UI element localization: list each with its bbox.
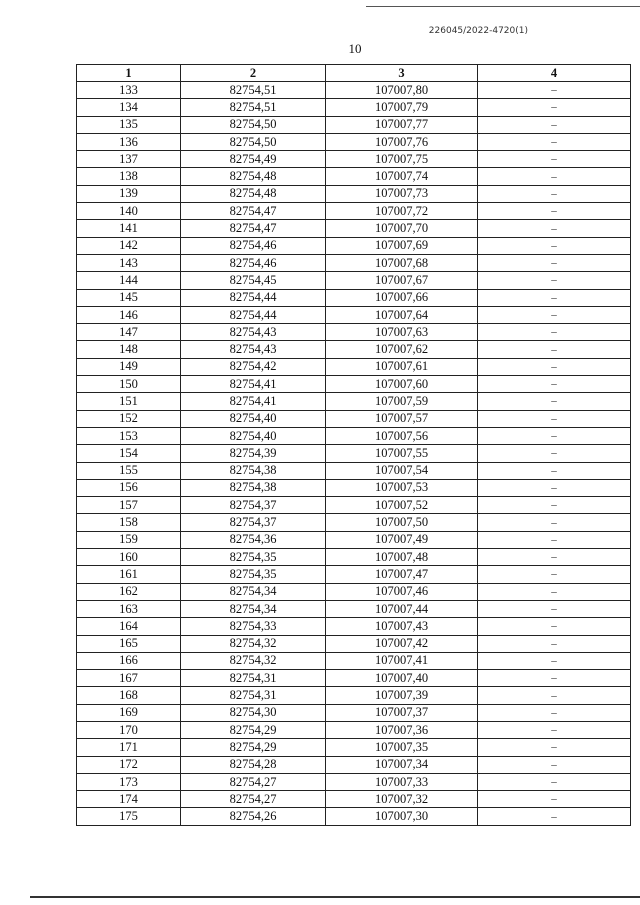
- table-row: [77, 341, 631, 358]
- cell-note: [478, 151, 631, 168]
- cell-point-number: 150: [77, 376, 181, 393]
- cell-y-coordinate: 107007,77: [326, 116, 478, 133]
- cell-x-coordinate: 82754,27: [181, 791, 326, 808]
- cell-note: [478, 324, 631, 341]
- cell-y-coordinate: 107007,66: [326, 289, 478, 306]
- dash-mark: –: [551, 464, 557, 477]
- cell-y-coordinate: 107007,62: [326, 341, 478, 358]
- cell-note: [478, 652, 631, 669]
- cell-point-number: 154: [77, 445, 181, 462]
- cell-y-coordinate: 107007,69: [326, 237, 478, 254]
- cell-point-number: 156: [77, 479, 181, 496]
- cell-point-number: 161: [77, 566, 181, 583]
- dash-mark: –: [551, 533, 557, 546]
- cell-note: [478, 497, 631, 514]
- cell-x-coordinate: 82754,40: [181, 427, 326, 444]
- cell-x-coordinate: 82754,27: [181, 773, 326, 790]
- cell-x-coordinate: 82754,51: [181, 82, 326, 99]
- cell-point-number: 175: [77, 808, 181, 825]
- dash-mark: –: [551, 447, 557, 460]
- table-row: [77, 670, 631, 687]
- cell-note: [478, 393, 631, 410]
- column-header-y: 3: [326, 65, 478, 82]
- table-row: [77, 358, 631, 375]
- cell-note: [478, 514, 631, 531]
- table-row: [77, 220, 631, 237]
- cell-note: [478, 133, 631, 150]
- cell-x-coordinate: 82754,42: [181, 358, 326, 375]
- cell-x-coordinate: 82754,41: [181, 376, 326, 393]
- cell-y-coordinate: 107007,42: [326, 635, 478, 652]
- cell-x-coordinate: 82754,50: [181, 133, 326, 150]
- table-row: [77, 237, 631, 254]
- cell-point-number: 134: [77, 99, 181, 116]
- cell-point-number: 136: [77, 133, 181, 150]
- cell-note: [478, 272, 631, 289]
- dash-mark: –: [551, 101, 557, 114]
- table-row: [77, 549, 631, 566]
- table-row: [77, 82, 631, 99]
- dash-mark: –: [551, 378, 557, 391]
- table-row: [77, 756, 631, 773]
- dash-mark: –: [551, 360, 557, 373]
- table-row: [77, 445, 631, 462]
- cell-y-coordinate: 107007,76: [326, 133, 478, 150]
- table-row: [77, 583, 631, 600]
- cell-x-coordinate: 82754,49: [181, 151, 326, 168]
- cell-note: [478, 635, 631, 652]
- cell-y-coordinate: 107007,40: [326, 670, 478, 687]
- cell-y-coordinate: 107007,35: [326, 739, 478, 756]
- cell-point-number: 144: [77, 272, 181, 289]
- cell-point-number: 139: [77, 185, 181, 202]
- cell-point-number: 153: [77, 427, 181, 444]
- cell-note: [478, 254, 631, 271]
- cell-y-coordinate: 107007,60: [326, 376, 478, 393]
- cell-x-coordinate: 82754,34: [181, 583, 326, 600]
- cell-note: [478, 358, 631, 375]
- cell-note: [478, 99, 631, 116]
- top-divider: [366, 6, 640, 7]
- cell-x-coordinate: 82754,32: [181, 635, 326, 652]
- table-row: [77, 272, 631, 289]
- cell-y-coordinate: 107007,36: [326, 721, 478, 738]
- cell-note: [478, 549, 631, 566]
- cell-point-number: 148: [77, 341, 181, 358]
- document-id: 226045/2022-4720(1): [428, 26, 528, 36]
- table-body: [77, 82, 631, 826]
- dash-mark: –: [551, 724, 557, 737]
- cell-x-coordinate: 82754,48: [181, 185, 326, 202]
- cell-y-coordinate: 107007,33: [326, 773, 478, 790]
- cell-y-coordinate: 107007,72: [326, 203, 478, 220]
- table-row: [77, 721, 631, 738]
- table-row: [77, 410, 631, 427]
- table-row: [77, 791, 631, 808]
- cell-note: [478, 791, 631, 808]
- table-row: [77, 324, 631, 341]
- cell-y-coordinate: 107007,75: [326, 151, 478, 168]
- dash-mark: –: [551, 343, 557, 356]
- table-row: [77, 306, 631, 323]
- cell-x-coordinate: 82754,51: [181, 99, 326, 116]
- cell-note: [478, 808, 631, 825]
- cell-y-coordinate: 107007,80: [326, 82, 478, 99]
- page-number: 10: [348, 41, 362, 56]
- dash-mark: –: [551, 187, 557, 200]
- table-row: [77, 133, 631, 150]
- cell-point-number: 172: [77, 756, 181, 773]
- cell-note: [478, 237, 631, 254]
- dash-mark: –: [551, 222, 557, 235]
- dash-mark: –: [551, 793, 557, 806]
- cell-point-number: 147: [77, 324, 181, 341]
- dash-mark: –: [551, 136, 557, 149]
- cell-point-number: 169: [77, 704, 181, 721]
- column-header-point: 1: [77, 65, 181, 82]
- dash-mark: –: [551, 810, 557, 823]
- dash-mark: –: [551, 741, 557, 754]
- cell-point-number: 138: [77, 168, 181, 185]
- table-row: [77, 116, 631, 133]
- cell-y-coordinate: 107007,63: [326, 324, 478, 341]
- dash-mark: –: [551, 153, 557, 166]
- cell-point-number: 133: [77, 82, 181, 99]
- cell-note: [478, 427, 631, 444]
- cell-point-number: 140: [77, 203, 181, 220]
- cell-point-number: 142: [77, 237, 181, 254]
- cell-x-coordinate: 82754,43: [181, 324, 326, 341]
- dash-mark: –: [551, 170, 557, 183]
- cell-x-coordinate: 82754,39: [181, 445, 326, 462]
- cell-y-coordinate: 107007,57: [326, 410, 478, 427]
- dash-mark: –: [551, 689, 557, 702]
- cell-note: [478, 203, 631, 220]
- table-row: [77, 289, 631, 306]
- table-row: [77, 514, 631, 531]
- cell-note: [478, 583, 631, 600]
- cell-note: [478, 479, 631, 496]
- cell-note: [478, 306, 631, 323]
- cell-x-coordinate: 82754,38: [181, 479, 326, 496]
- cell-point-number: 152: [77, 410, 181, 427]
- cell-y-coordinate: 107007,43: [326, 618, 478, 635]
- cell-note: [478, 341, 631, 358]
- cell-note: [478, 116, 631, 133]
- table-row: [77, 704, 631, 721]
- cell-point-number: 163: [77, 600, 181, 617]
- dash-mark: –: [551, 118, 557, 131]
- cell-note: [478, 220, 631, 237]
- cell-y-coordinate: 107007,64: [326, 306, 478, 323]
- cell-point-number: 155: [77, 462, 181, 479]
- cell-note: [478, 445, 631, 462]
- cell-point-number: 168: [77, 687, 181, 704]
- cell-x-coordinate: 82754,31: [181, 687, 326, 704]
- cell-x-coordinate: 82754,37: [181, 514, 326, 531]
- cell-point-number: 164: [77, 618, 181, 635]
- cell-point-number: 137: [77, 151, 181, 168]
- cell-note: [478, 82, 631, 99]
- cell-note: [478, 756, 631, 773]
- cell-point-number: 159: [77, 531, 181, 548]
- column-header-note: 4: [478, 65, 631, 82]
- dash-mark: –: [551, 291, 557, 304]
- cell-y-coordinate: 107007,52: [326, 497, 478, 514]
- cell-x-coordinate: 82754,44: [181, 289, 326, 306]
- cell-note: [478, 168, 631, 185]
- cell-point-number: 173: [77, 773, 181, 790]
- cell-point-number: 149: [77, 358, 181, 375]
- dash-mark: –: [551, 637, 557, 650]
- cell-x-coordinate: 82754,28: [181, 756, 326, 773]
- dash-mark: –: [551, 84, 557, 97]
- cell-x-coordinate: 82754,45: [181, 272, 326, 289]
- cell-x-coordinate: 82754,35: [181, 566, 326, 583]
- cell-y-coordinate: 107007,61: [326, 358, 478, 375]
- cell-x-coordinate: 82754,47: [181, 203, 326, 220]
- dash-mark: –: [551, 395, 557, 408]
- bottom-divider: [30, 896, 640, 898]
- cell-y-coordinate: 107007,59: [326, 393, 478, 410]
- cell-note: [478, 687, 631, 704]
- cell-x-coordinate: 82754,31: [181, 670, 326, 687]
- dash-mark: –: [551, 274, 557, 287]
- cell-x-coordinate: 82754,30: [181, 704, 326, 721]
- dash-mark: –: [551, 551, 557, 564]
- dash-mark: –: [551, 412, 557, 425]
- cell-note: [478, 721, 631, 738]
- cell-x-coordinate: 82754,48: [181, 168, 326, 185]
- cell-y-coordinate: 107007,68: [326, 254, 478, 271]
- cell-point-number: 160: [77, 549, 181, 566]
- table-row: [77, 497, 631, 514]
- cell-y-coordinate: 107007,54: [326, 462, 478, 479]
- table-row: [77, 808, 631, 825]
- cell-point-number: 167: [77, 670, 181, 687]
- table-row: [77, 376, 631, 393]
- cell-y-coordinate: 107007,44: [326, 600, 478, 617]
- dash-mark: –: [551, 568, 557, 581]
- table-header-row: [77, 65, 631, 82]
- dash-mark: –: [551, 205, 557, 218]
- cell-x-coordinate: 82754,38: [181, 462, 326, 479]
- table-row: [77, 566, 631, 583]
- cell-y-coordinate: 107007,39: [326, 687, 478, 704]
- table-row: [77, 203, 631, 220]
- cell-y-coordinate: 107007,74: [326, 168, 478, 185]
- table-row: [77, 185, 631, 202]
- table-row: [77, 168, 631, 185]
- dash-mark: –: [551, 603, 557, 616]
- table-row: [77, 479, 631, 496]
- cell-x-coordinate: 82754,50: [181, 116, 326, 133]
- table-row: [77, 652, 631, 669]
- cell-note: [478, 531, 631, 548]
- table-row: [77, 739, 631, 756]
- table-row: [77, 531, 631, 548]
- cell-point-number: 162: [77, 583, 181, 600]
- cell-x-coordinate: 82754,32: [181, 652, 326, 669]
- cell-note: [478, 410, 631, 427]
- cell-y-coordinate: 107007,70: [326, 220, 478, 237]
- cell-x-coordinate: 82754,34: [181, 600, 326, 617]
- cell-point-number: 135: [77, 116, 181, 133]
- cell-y-coordinate: 107007,46: [326, 583, 478, 600]
- cell-y-coordinate: 107007,55: [326, 445, 478, 462]
- cell-y-coordinate: 107007,73: [326, 185, 478, 202]
- cell-y-coordinate: 107007,32: [326, 791, 478, 808]
- cell-note: [478, 566, 631, 583]
- cell-x-coordinate: 82754,33: [181, 618, 326, 635]
- cell-x-coordinate: 82754,46: [181, 237, 326, 254]
- cell-point-number: 166: [77, 652, 181, 669]
- cell-y-coordinate: 107007,34: [326, 756, 478, 773]
- dash-mark: –: [551, 309, 557, 321]
- cell-note: [478, 185, 631, 202]
- cell-x-coordinate: 82754,40: [181, 410, 326, 427]
- table-row: [77, 151, 631, 168]
- cell-point-number: 165: [77, 635, 181, 652]
- cell-x-coordinate: 82754,29: [181, 739, 326, 756]
- table-row: [77, 618, 631, 635]
- cell-note: [478, 704, 631, 721]
- dash-mark: –: [551, 776, 557, 789]
- dash-mark: –: [551, 499, 557, 512]
- cell-note: [478, 376, 631, 393]
- cell-y-coordinate: 107007,48: [326, 549, 478, 566]
- cell-y-coordinate: 107007,50: [326, 514, 478, 531]
- cell-y-coordinate: 107007,37: [326, 704, 478, 721]
- table-row: [77, 99, 631, 116]
- cell-x-coordinate: 82754,47: [181, 220, 326, 237]
- dash-mark: –: [551, 257, 557, 270]
- cell-note: [478, 618, 631, 635]
- dash-mark: –: [551, 654, 557, 667]
- cell-point-number: 141: [77, 220, 181, 237]
- cell-note: [478, 739, 631, 756]
- table-row: [77, 687, 631, 704]
- cell-point-number: 145: [77, 289, 181, 306]
- cell-point-number: 170: [77, 721, 181, 738]
- column-header-x: 2: [181, 65, 326, 82]
- dash-mark: –: [551, 672, 557, 685]
- cell-y-coordinate: 107007,41: [326, 652, 478, 669]
- dash-mark: –: [551, 481, 557, 494]
- cell-y-coordinate: 107007,49: [326, 531, 478, 548]
- cell-point-number: 174: [77, 791, 181, 808]
- cell-y-coordinate: 107007,79: [326, 99, 478, 116]
- dash-mark: –: [551, 585, 557, 598]
- cell-y-coordinate: 107007,30: [326, 808, 478, 825]
- cell-y-coordinate: 107007,47: [326, 566, 478, 583]
- table-row: [77, 462, 631, 479]
- coordinates-table: [76, 64, 631, 826]
- cell-x-coordinate: 82754,35: [181, 549, 326, 566]
- cell-point-number: 151: [77, 393, 181, 410]
- cell-point-number: 143: [77, 254, 181, 271]
- cell-x-coordinate: 82754,37: [181, 497, 326, 514]
- cell-x-coordinate: 82754,43: [181, 341, 326, 358]
- dash-mark: –: [551, 516, 557, 529]
- cell-y-coordinate: 107007,53: [326, 479, 478, 496]
- dash-mark: –: [551, 758, 557, 771]
- cell-y-coordinate: 107007,56: [326, 427, 478, 444]
- table-row: [77, 254, 631, 271]
- table-row: [77, 635, 631, 652]
- cell-x-coordinate: 82754,46: [181, 254, 326, 271]
- cell-point-number: 158: [77, 514, 181, 531]
- dash-mark: –: [551, 620, 557, 633]
- cell-note: [478, 600, 631, 617]
- cell-x-coordinate: 82754,36: [181, 531, 326, 548]
- cell-x-coordinate: 82754,26: [181, 808, 326, 825]
- cell-point-number: 157: [77, 497, 181, 514]
- cell-note: [478, 773, 631, 790]
- table-row: [77, 773, 631, 790]
- cell-x-coordinate: 82754,29: [181, 721, 326, 738]
- table-row: [77, 600, 631, 617]
- cell-y-coordinate: 107007,67: [326, 272, 478, 289]
- dash-mark: –: [551, 430, 557, 443]
- dash-mark: –: [551, 706, 557, 719]
- cell-x-coordinate: 82754,44: [181, 306, 326, 323]
- cell-x-coordinate: 82754,41: [181, 393, 326, 410]
- dash-mark: –: [551, 326, 557, 339]
- cell-point-number: 171: [77, 739, 181, 756]
- dash-mark: –: [551, 239, 557, 252]
- table-row: [77, 427, 631, 444]
- table-row: [77, 393, 631, 410]
- cell-point-number: 146: [77, 306, 181, 323]
- cell-note: [478, 462, 631, 479]
- cell-note: [478, 670, 631, 687]
- cell-note: [478, 289, 631, 306]
